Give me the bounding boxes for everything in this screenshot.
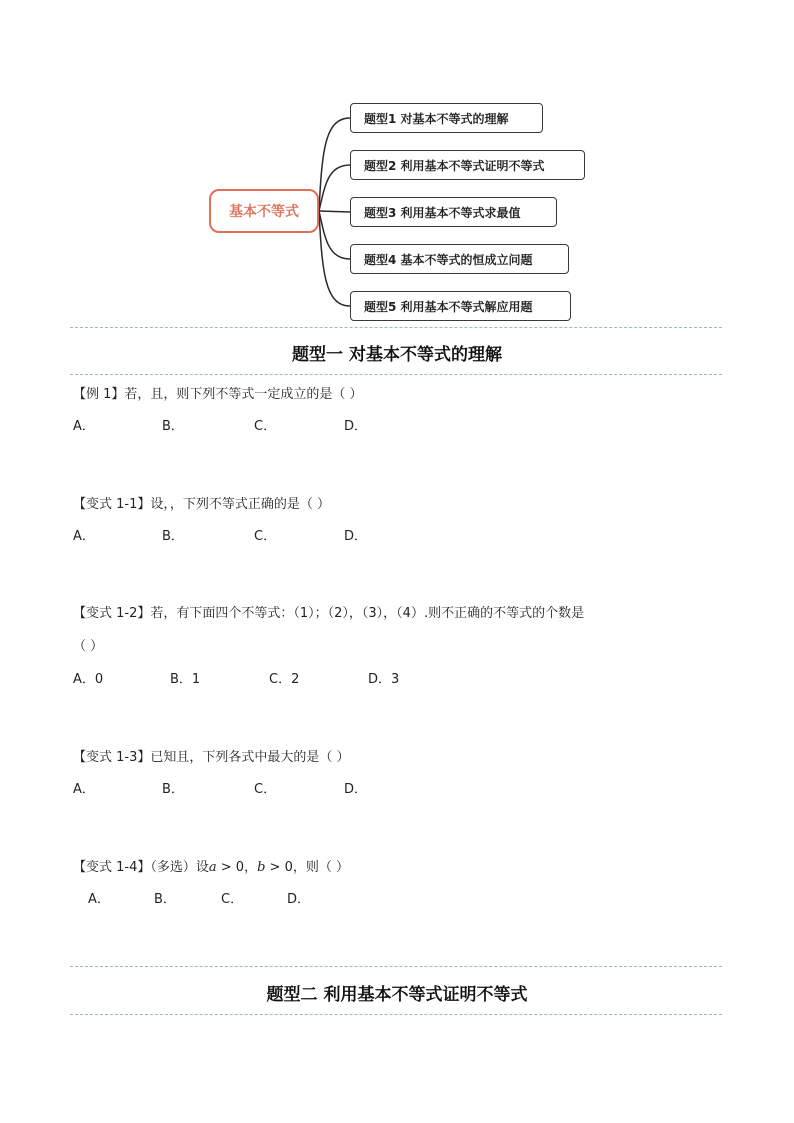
option-c: C． [221, 892, 244, 907]
question-stem-variant-1-3: 【变式 1-3】已知且，下列各式中最大的是（ ） [73, 750, 350, 765]
mindmap-branch-2: 题型2 利用基本不等式证明不等式 [350, 150, 585, 180]
option-d: D． [344, 529, 368, 544]
section-divider [70, 966, 722, 967]
section-divider [70, 1014, 722, 1015]
question-stem-variant-1-2-cont: （ ） [73, 639, 104, 654]
connector-3 [319, 211, 350, 212]
option-d: D．3 [368, 672, 400, 687]
option-c: C． [254, 419, 277, 434]
connector-1 [319, 118, 350, 211]
option-d: D． [287, 892, 311, 907]
option-b: B．1 [170, 672, 201, 687]
option-a: A． [73, 419, 95, 434]
section-title-2: 题型二 利用基本不等式证明不等式 [266, 985, 528, 1005]
mindmap-branch-3: 题型3 利用基本不等式求最值 [350, 197, 557, 227]
condition-b: > 0，则（ ） [265, 860, 349, 875]
stem-prefix: 【变式 1-4】（多选）设 [73, 860, 209, 875]
condition-a: > 0， [216, 860, 258, 875]
option-b: B． [162, 529, 184, 544]
mindmap [0, 0, 794, 330]
section-title-1: 题型一 对基本不等式的理解 [292, 345, 502, 365]
option-a: A． [73, 529, 95, 544]
option-a: A． [88, 892, 110, 907]
mindmap-branch-1: 题型1 对基本不等式的理解 [350, 103, 543, 133]
variable-a: a [208, 860, 217, 875]
option-b: B． [162, 782, 184, 797]
mindmap-branch-5: 题型5 利用基本不等式解应用题 [350, 291, 571, 321]
question-stem-variant-1-1: 【变式 1-1】设，，下列不等式正确的是（ ） [73, 497, 330, 512]
section-divider [70, 374, 722, 375]
variable-b: b [257, 860, 266, 875]
mindmap-root: 基本不等式 [209, 189, 319, 233]
option-d: D． [344, 782, 368, 797]
option-c: C． [254, 782, 277, 797]
option-b: B． [162, 419, 184, 434]
question-stem-variant-1-2: 【变式 1-2】若，有下面四个不等式：（1）；（2），（3），（4）.则不正确的不等式的个数是 [73, 606, 585, 621]
connector-2 [319, 165, 350, 211]
mindmap-branch-4: 题型4 基本不等式的恒成立问题 [350, 244, 569, 274]
option-a: A． [73, 782, 95, 797]
option-d: D． [344, 419, 368, 434]
section-divider [70, 327, 722, 328]
connector-4 [319, 211, 350, 259]
option-c: C．2 [269, 672, 300, 687]
question-stem-variant-1-4 [73, 856, 349, 875]
option-b: B． [154, 892, 176, 907]
option-c: C． [254, 529, 277, 544]
question-stem-example-1: 【例 1】若，且，则下列不等式一定成立的是（ ） [73, 387, 363, 402]
option-a: A．0 [73, 672, 104, 687]
